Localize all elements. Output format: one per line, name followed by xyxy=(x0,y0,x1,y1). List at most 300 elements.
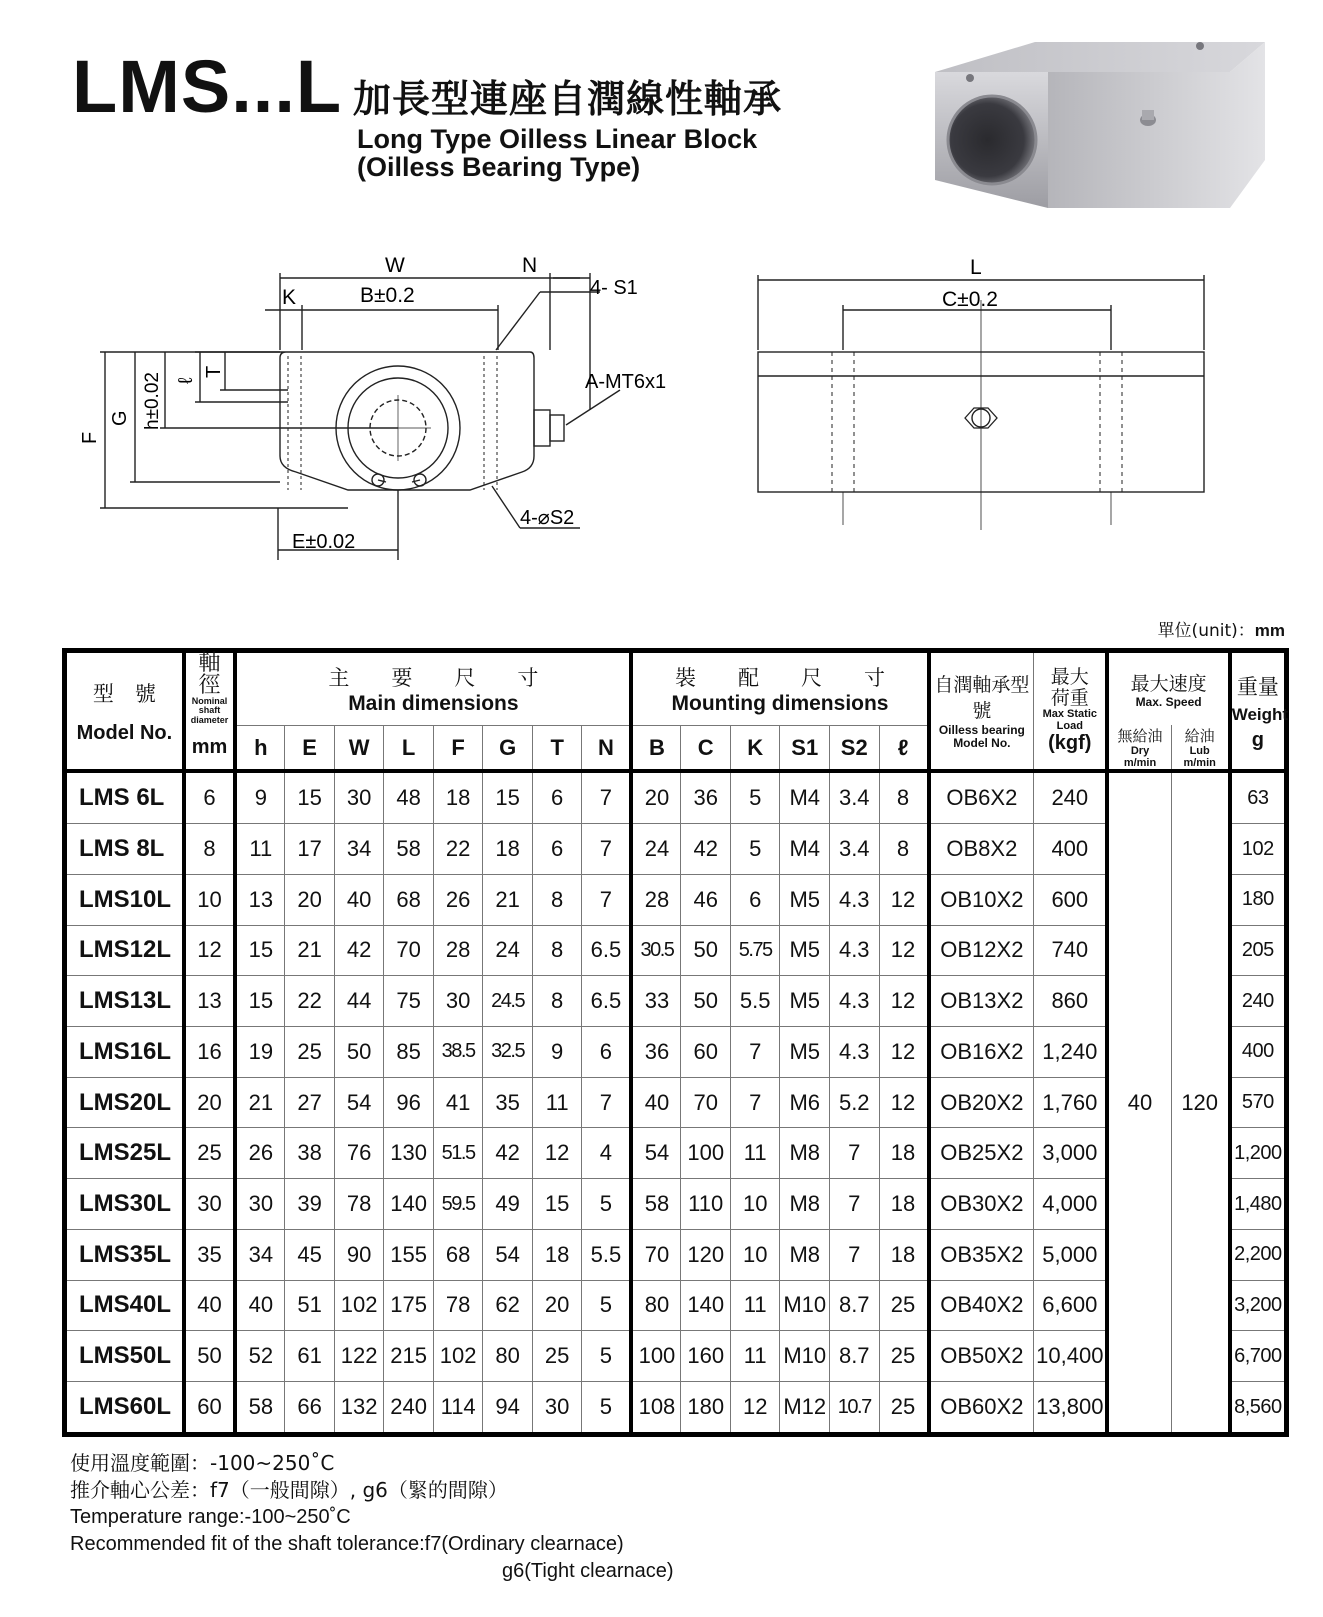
cell-h: 21 xyxy=(235,1077,285,1128)
cell-L: 240 xyxy=(384,1382,434,1435)
cell-K: 5 xyxy=(730,771,780,823)
cell-L: 58 xyxy=(384,824,434,875)
cell-T: 8 xyxy=(532,925,582,976)
cell-l: 12 xyxy=(879,1077,929,1128)
table-row xyxy=(65,1382,1287,1435)
table-row xyxy=(65,925,1287,976)
header-col-S1: S1 xyxy=(780,725,830,771)
cell-F: 41 xyxy=(433,1077,483,1128)
notes xyxy=(70,1450,674,1585)
table-row xyxy=(65,1077,1287,1128)
cell-E: 39 xyxy=(285,1179,335,1230)
cell-S2: 3.4 xyxy=(830,824,880,875)
cell-W: 78 xyxy=(334,1179,384,1230)
cell-G: 49 xyxy=(483,1179,533,1230)
cell-S2: 8.7 xyxy=(830,1280,880,1331)
cell-oilless-model: OB35X2 xyxy=(929,1229,1034,1280)
cell-model: LMS35L xyxy=(65,1229,184,1280)
cell-model: LMS30L xyxy=(65,1179,184,1230)
header-max-load: 最大荷重 Max Static Load (kgf) xyxy=(1034,651,1108,772)
cell-h: 11 xyxy=(235,824,285,875)
cell-S1: M8 xyxy=(780,1229,830,1280)
header-model: 型 號 Model No. xyxy=(65,651,184,772)
dim-S1-label: 4- S1 xyxy=(590,277,638,299)
header-main-dimensions: 主 要 尺 寸 Main dimensions xyxy=(235,651,631,726)
cell-W: 102 xyxy=(334,1280,384,1331)
cell-S2: 7 xyxy=(830,1179,880,1230)
cell-N: 7 xyxy=(582,771,632,823)
cell-weight: 570 xyxy=(1230,1077,1287,1128)
cell-speed-dry: 40 xyxy=(1107,771,1171,1434)
cell-W: 34 xyxy=(334,824,384,875)
table-row xyxy=(65,824,1287,875)
dim-N-label: N xyxy=(522,254,538,277)
cell-h: 58 xyxy=(235,1382,285,1435)
cell-L: 215 xyxy=(384,1331,434,1382)
cell-model: LMS 8L xyxy=(65,824,184,875)
table-row xyxy=(65,1280,1287,1331)
cell-model: LMS 6L xyxy=(65,771,184,823)
cell-T: 8 xyxy=(532,976,582,1027)
cell-model: LMS12L xyxy=(65,925,184,976)
cell-G: 35 xyxy=(483,1077,533,1128)
cell-S2: 4.3 xyxy=(830,874,880,925)
cell-E: 66 xyxy=(285,1382,335,1435)
cell-F: 68 xyxy=(433,1229,483,1280)
cell-oilless-model: OB60X2 xyxy=(929,1382,1034,1435)
cell-weight: 2,200 xyxy=(1230,1229,1287,1280)
cell-F: 26 xyxy=(433,874,483,925)
cell-S1: M5 xyxy=(780,1027,830,1078)
cell-S2: 5.2 xyxy=(830,1077,880,1128)
dim-G-label: G xyxy=(109,410,131,426)
cell-model: LMS50L xyxy=(65,1331,184,1382)
cell-oilless-model: OB30X2 xyxy=(929,1179,1034,1230)
cell-T: 18 xyxy=(532,1229,582,1280)
cell-oilless-model: OB13X2 xyxy=(929,976,1034,1027)
cell-C: 180 xyxy=(681,1382,731,1435)
cell-max-load: 740 xyxy=(1034,925,1108,976)
cell-S1: M5 xyxy=(780,874,830,925)
cell-K: 10 xyxy=(730,1229,780,1280)
table-row xyxy=(65,1331,1287,1382)
cell-N: 7 xyxy=(582,1077,632,1128)
cell-B: 100 xyxy=(631,1331,681,1382)
cell-S2: 7 xyxy=(830,1229,880,1280)
cell-d: 30 xyxy=(184,1179,236,1230)
cell-T: 15 xyxy=(532,1179,582,1230)
product-photo xyxy=(930,30,1270,220)
cell-G: 62 xyxy=(483,1280,533,1331)
cell-B: 33 xyxy=(631,976,681,1027)
cell-d: 8 xyxy=(184,824,236,875)
cell-model: LMS60L xyxy=(65,1382,184,1435)
cell-max-load: 13,800 xyxy=(1034,1382,1108,1435)
dim-T-label: T xyxy=(203,365,225,378)
cell-F: 51.5 xyxy=(433,1128,483,1179)
cell-S2: 3.4 xyxy=(830,771,880,823)
dim-C-label: C±0.2 xyxy=(942,288,998,311)
cell-K: 11 xyxy=(730,1128,780,1179)
cell-F: 28 xyxy=(433,925,483,976)
cell-max-load: 1,240 xyxy=(1034,1027,1108,1078)
cell-N: 5 xyxy=(582,1280,632,1331)
cell-E: 27 xyxy=(285,1077,335,1128)
cell-T: 6 xyxy=(532,771,582,823)
cell-T: 9 xyxy=(532,1027,582,1078)
cell-B: 28 xyxy=(631,874,681,925)
cell-S1: M10 xyxy=(780,1280,830,1331)
cell-oilless-model: OB8X2 xyxy=(929,824,1034,875)
cell-l: 18 xyxy=(879,1229,929,1280)
cell-d: 10 xyxy=(184,874,236,925)
cell-S2: 4.3 xyxy=(830,925,880,976)
spec-table xyxy=(62,648,1289,1437)
cell-W: 122 xyxy=(334,1331,384,1382)
cell-weight: 3,200 xyxy=(1230,1280,1287,1331)
cell-max-load: 860 xyxy=(1034,976,1108,1027)
cell-N: 6 xyxy=(582,1027,632,1078)
cell-F: 102 xyxy=(433,1331,483,1382)
cell-K: 7 xyxy=(730,1077,780,1128)
cell-d: 25 xyxy=(184,1128,236,1179)
header-col-B: B xyxy=(631,725,681,771)
cell-N: 5 xyxy=(582,1179,632,1230)
cell-B: 40 xyxy=(631,1077,681,1128)
cell-K: 11 xyxy=(730,1331,780,1382)
cell-L: 140 xyxy=(384,1179,434,1230)
cell-C: 100 xyxy=(681,1128,731,1179)
cell-E: 17 xyxy=(285,824,335,875)
header-shaft-unit: mm xyxy=(184,725,236,771)
cell-B: 36 xyxy=(631,1027,681,1078)
cell-W: 76 xyxy=(334,1128,384,1179)
cell-W: 90 xyxy=(334,1229,384,1280)
cell-E: 21 xyxy=(285,925,335,976)
cell-d: 13 xyxy=(184,976,236,1027)
cell-N: 6.5 xyxy=(582,976,632,1027)
cell-max-load: 400 xyxy=(1034,824,1108,875)
unit-label: 單位(unit)：mm xyxy=(1157,621,1285,641)
cell-L: 70 xyxy=(384,925,434,976)
cell-F: 18 xyxy=(433,771,483,823)
cell-L: 75 xyxy=(384,976,434,1027)
cell-G: 18 xyxy=(483,824,533,875)
cell-F: 114 xyxy=(433,1382,483,1435)
cell-max-load: 5,000 xyxy=(1034,1229,1108,1280)
cell-weight: 63 xyxy=(1230,771,1287,823)
cell-B: 20 xyxy=(631,771,681,823)
cell-h: 52 xyxy=(235,1331,285,1382)
cell-B: 80 xyxy=(631,1280,681,1331)
cell-l: 18 xyxy=(879,1179,929,1230)
cell-T: 25 xyxy=(532,1331,582,1382)
table-row xyxy=(65,976,1287,1027)
cell-C: 60 xyxy=(681,1027,731,1078)
cell-C: 50 xyxy=(681,976,731,1027)
header-col-N: N xyxy=(582,725,632,771)
cell-model: LMS10L xyxy=(65,874,184,925)
cell-G: 54 xyxy=(483,1229,533,1280)
cell-oilless-model: OB12X2 xyxy=(929,925,1034,976)
dim-K-label: K xyxy=(282,286,297,309)
header-oilless-model: 自潤軸承型 號 Oilless bearing Model No. xyxy=(929,651,1034,772)
cell-l: 12 xyxy=(879,976,929,1027)
cell-model: LMS25L xyxy=(65,1128,184,1179)
table-row xyxy=(65,1027,1287,1078)
cell-N: 5 xyxy=(582,1382,632,1435)
cell-W: 132 xyxy=(334,1382,384,1435)
header-col-T: T xyxy=(532,725,582,771)
cell-l: 25 xyxy=(879,1280,929,1331)
cell-h: 15 xyxy=(235,925,285,976)
cell-S1: M10 xyxy=(780,1331,830,1382)
cell-L: 96 xyxy=(384,1077,434,1128)
cell-N: 4 xyxy=(582,1128,632,1179)
cell-S1: M5 xyxy=(780,925,830,976)
cell-weight: 1,200 xyxy=(1230,1128,1287,1179)
cell-F: 59.5 xyxy=(433,1179,483,1230)
side-view-drawing xyxy=(750,250,1250,550)
cell-K: 5 xyxy=(730,824,780,875)
cell-model: LMS20L xyxy=(65,1077,184,1128)
cell-B: 30.5 xyxy=(631,925,681,976)
cell-h: 15 xyxy=(235,976,285,1027)
cell-max-load: 1,760 xyxy=(1034,1077,1108,1128)
cell-T: 8 xyxy=(532,874,582,925)
cell-S2: 4.3 xyxy=(830,1027,880,1078)
dim-F-label: F xyxy=(79,431,101,444)
cell-max-load: 4,000 xyxy=(1034,1179,1108,1230)
cell-S1: M8 xyxy=(780,1179,830,1230)
cell-l: 12 xyxy=(879,925,929,976)
title-chinese: 加長型連座自潤線性軸承 xyxy=(353,77,783,121)
cell-L: 68 xyxy=(384,874,434,925)
cell-K: 5.75 xyxy=(730,925,780,976)
cell-weight: 180 xyxy=(1230,874,1287,925)
cell-h: 13 xyxy=(235,874,285,925)
header-col-W: W xyxy=(334,725,384,771)
cell-weight: 205 xyxy=(1230,925,1287,976)
cell-S1: M4 xyxy=(780,824,830,875)
cell-W: 44 xyxy=(334,976,384,1027)
cell-E: 61 xyxy=(285,1331,335,1382)
dim-B-label: B±0.2 xyxy=(360,284,415,307)
cell-S1: M12 xyxy=(780,1382,830,1435)
cell-l: 18 xyxy=(879,1128,929,1179)
cell-E: 22 xyxy=(285,976,335,1027)
cell-C: 36 xyxy=(681,771,731,823)
cell-C: 70 xyxy=(681,1077,731,1128)
cell-F: 30 xyxy=(433,976,483,1027)
cell-S2: 7 xyxy=(830,1128,880,1179)
cell-max-load: 240 xyxy=(1034,771,1108,823)
header-col-G: G xyxy=(483,725,533,771)
cell-K: 7 xyxy=(730,1027,780,1078)
cell-S1: M6 xyxy=(780,1077,830,1128)
dim-W-label: W xyxy=(385,254,405,277)
title-english-line1: Long Type Oilless Linear Block xyxy=(357,124,758,154)
header-col-F: F xyxy=(433,725,483,771)
note-temperature-en: Temperature range:-100~250˚C xyxy=(70,1506,351,1528)
table-row xyxy=(65,1179,1287,1230)
header-col-l: ℓ xyxy=(879,725,929,771)
cell-K: 6 xyxy=(730,874,780,925)
cell-S2: 8.7 xyxy=(830,1331,880,1382)
cell-weight: 6,700 xyxy=(1230,1331,1287,1382)
cell-l: 25 xyxy=(879,1331,929,1382)
cell-l: 8 xyxy=(879,771,929,823)
cell-F: 22 xyxy=(433,824,483,875)
cell-F: 78 xyxy=(433,1280,483,1331)
cell-oilless-model: OB16X2 xyxy=(929,1027,1034,1078)
cell-T: 11 xyxy=(532,1077,582,1128)
cell-N: 5 xyxy=(582,1331,632,1382)
cell-F: 38.5 xyxy=(433,1027,483,1078)
table-row xyxy=(65,771,1287,823)
cell-h: 40 xyxy=(235,1280,285,1331)
cell-S1: M5 xyxy=(780,976,830,1027)
cell-weight: 8,560 xyxy=(1230,1382,1287,1435)
cell-E: 51 xyxy=(285,1280,335,1331)
cell-max-load: 3,000 xyxy=(1034,1128,1108,1179)
note-tolerance-en-2: g6(Tight clearnace) xyxy=(502,1560,674,1582)
table-row xyxy=(65,1229,1287,1280)
cell-B: 58 xyxy=(631,1179,681,1230)
front-view-drawing xyxy=(60,250,700,580)
dim-E-label: E±0.02 xyxy=(292,531,356,553)
dim-S2-label: 4-⌀S2 xyxy=(520,507,575,529)
cell-T: 12 xyxy=(532,1128,582,1179)
table-row xyxy=(65,1128,1287,1179)
cell-E: 15 xyxy=(285,771,335,823)
cell-G: 80 xyxy=(483,1331,533,1382)
cell-B: 108 xyxy=(631,1382,681,1435)
header-lub: 給油 Lub m/min xyxy=(1171,725,1230,771)
page-title: LMS...L xyxy=(72,45,343,128)
cell-T: 20 xyxy=(532,1280,582,1331)
cell-C: 50 xyxy=(681,925,731,976)
cell-K: 5.5 xyxy=(730,976,780,1027)
cell-S1: M8 xyxy=(780,1128,830,1179)
note-temperature-cn: 使用溫度範圍：-100~250˚C xyxy=(70,1451,335,1475)
header-col-h: h xyxy=(235,725,285,771)
cell-speed-lub: 120 xyxy=(1171,771,1230,1434)
cell-model: LMS16L xyxy=(65,1027,184,1078)
cell-N: 7 xyxy=(582,874,632,925)
cell-h: 26 xyxy=(235,1128,285,1179)
cell-L: 175 xyxy=(384,1280,434,1331)
cell-E: 25 xyxy=(285,1027,335,1078)
cell-G: 32.5 xyxy=(483,1027,533,1078)
cell-h: 9 xyxy=(235,771,285,823)
table-row xyxy=(65,874,1287,925)
cell-weight: 102 xyxy=(1230,824,1287,875)
cell-K: 10 xyxy=(730,1179,780,1230)
cell-d: 50 xyxy=(184,1331,236,1382)
dim-MT-label: A-MT6x1 xyxy=(585,371,667,393)
header-col-C: C xyxy=(681,725,731,771)
cell-oilless-model: OB40X2 xyxy=(929,1280,1034,1331)
cell-C: 110 xyxy=(681,1179,731,1230)
cell-oilless-model: OB20X2 xyxy=(929,1077,1034,1128)
cell-max-load: 600 xyxy=(1034,874,1108,925)
cell-d: 12 xyxy=(184,925,236,976)
cell-max-load: 10,400 xyxy=(1034,1331,1108,1382)
cell-C: 46 xyxy=(681,874,731,925)
cell-model: LMS13L xyxy=(65,976,184,1027)
cell-oilless-model: OB25X2 xyxy=(929,1128,1034,1179)
cell-L: 85 xyxy=(384,1027,434,1078)
cell-K: 12 xyxy=(730,1382,780,1435)
cell-E: 45 xyxy=(285,1229,335,1280)
cell-h: 30 xyxy=(235,1179,285,1230)
cell-weight: 400 xyxy=(1230,1027,1287,1078)
cell-L: 48 xyxy=(384,771,434,823)
cell-oilless-model: OB10X2 xyxy=(929,874,1034,925)
header-max-speed: 最大速度 Max. Speed xyxy=(1107,651,1229,726)
cell-W: 30 xyxy=(334,771,384,823)
cell-h: 19 xyxy=(235,1027,285,1078)
header-col-S2: S2 xyxy=(830,725,880,771)
header-dry: 無給油 Dry m/min xyxy=(1107,725,1171,771)
cell-C: 120 xyxy=(681,1229,731,1280)
cell-weight: 1,480 xyxy=(1230,1179,1287,1230)
cell-G: 24 xyxy=(483,925,533,976)
cell-max-load: 6,600 xyxy=(1034,1280,1108,1331)
cell-L: 155 xyxy=(384,1229,434,1280)
header-mounting-dimensions: 裝 配 尺 寸 Mounting dimensions xyxy=(631,651,928,726)
cell-l: 12 xyxy=(879,874,929,925)
cell-K: 11 xyxy=(730,1280,780,1331)
title-english-line2: (Oilless Bearing Type) xyxy=(357,152,641,182)
header-col-E: E xyxy=(285,725,335,771)
dim-L-label: L xyxy=(970,256,982,279)
cell-l: 25 xyxy=(879,1382,929,1435)
cell-W: 40 xyxy=(334,874,384,925)
header-col-K: K xyxy=(730,725,780,771)
cell-W: 42 xyxy=(334,925,384,976)
cell-G: 21 xyxy=(483,874,533,925)
cell-d: 35 xyxy=(184,1229,236,1280)
cell-h: 34 xyxy=(235,1229,285,1280)
note-tolerance-en: Recommended fit of the shaft tolerance:f7(Ordinary clearnace) xyxy=(70,1533,624,1555)
cell-C: 140 xyxy=(681,1280,731,1331)
cell-T: 6 xyxy=(532,824,582,875)
header-col-L: L xyxy=(384,725,434,771)
dim-l-label: ℓ xyxy=(175,377,197,384)
cell-S2: 4.3 xyxy=(830,976,880,1027)
cell-oilless-model: OB50X2 xyxy=(929,1331,1034,1382)
cell-C: 160 xyxy=(681,1331,731,1382)
cell-T: 30 xyxy=(532,1382,582,1435)
cell-d: 16 xyxy=(184,1027,236,1078)
cell-S2: 10.7 xyxy=(830,1382,880,1435)
cell-E: 38 xyxy=(285,1128,335,1179)
cell-l: 12 xyxy=(879,1027,929,1078)
cell-W: 54 xyxy=(334,1077,384,1128)
cell-G: 94 xyxy=(483,1382,533,1435)
cell-E: 20 xyxy=(285,874,335,925)
header-weight: 重量 Weight g xyxy=(1230,651,1287,772)
cell-B: 70 xyxy=(631,1229,681,1280)
cell-G: 15 xyxy=(483,771,533,823)
cell-l: 8 xyxy=(879,824,929,875)
cell-N: 5.5 xyxy=(582,1229,632,1280)
cell-model: LMS40L xyxy=(65,1280,184,1331)
cell-oilless-model: OB6X2 xyxy=(929,771,1034,823)
cell-N: 6.5 xyxy=(582,925,632,976)
